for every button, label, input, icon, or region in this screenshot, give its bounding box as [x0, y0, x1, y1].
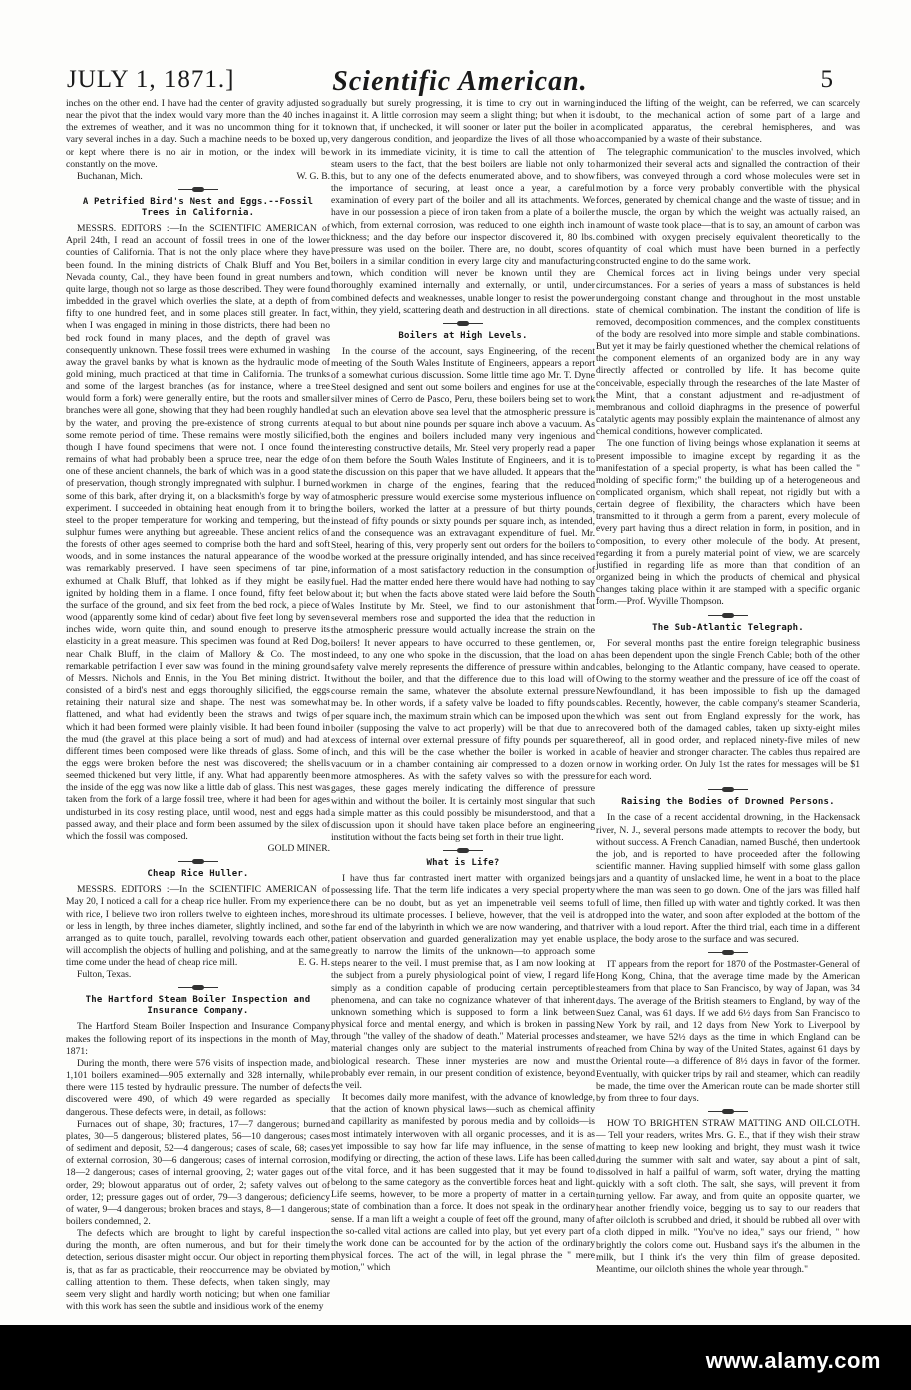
article-paragraph: MESSRS. EDITORS :—In the SCIENTIFIC AMERICAN of May 20, I noticed a call for a cheap rice huller. From my experience with rice, I believe two iron rollers twelve to eighteen inches, more or less in length, by three inches diameter, slightly inclined, and so arranged as to quite touch, parallel, revolving towards each other, will accomplish the objects of hulling and polishing, and at the same time come under the head of cheap rice mill. E. G. H.: [66, 884, 330, 969]
watermark-text: www.alamy.com: [705, 1348, 881, 1373]
article-paragraph: In the course of the account, says Engineering, of the recent meeting of the South Wales Institute of Engineers, appears a report of a somewhat curious discussion. Some little time ago Mr. T. Dyne Steel designed and sent out some boilers and engines for use at the silver mines of Cerro de Pasco, Peru, these boilers being set to work at such an elevation above sea level that the atmospheric pressure is equal to but about nine pounds per square inch above a vacuum. As both the engines and boilers included many very ingenious and interesting constructive details, Mr. Steel very properly read a paper on them before the South Wales Institute of Engineers, and it is to the discussion on this paper that we have alluded. It appears that the workmen in charge of the engines, fearing that the reduced atmospheric pressure would exercise some mysterious influence on the boilers, worked the latter at a pressure of but thirty pounds, instead of fifty pounds or sixty pounds per square inch, as intended, and the consequence was an extravagant expenditure of fuel. Mr. Steel, hearing of this, very properly sent out orders for the boilers to be worked at the pressure originally intended, and has since received information of a most satisfactory reduction in the consumption of fuel. Had the matter ended here there would have had nothing to say about it; but when the facts above stated were laid before the South Wales Institute by Mr. Steel, we find to our astonishment that several members rose and supported the idea that the reduction in the atmospheric pressure would actually increase the strain on the boilers! It never appears to have occurred to these gentlemen, or, indeed, to any one who spoke in the discussion, that the load on a safety valve merely represents the difference of pressure within and without the boiler, and that the difference due to this load will of course remain the same, whatever the absolute external pressure may be. In other words, if a safety valve be loaded to fifty pounds per square inch, the maximum strain which can be imposed upon the boiler (supposing the valve to act properly) will be that due to an excess of internal over external pressure of fifty pounds per square inch, and this will be the case whether the boiler is worked in a vacuum or in a chamber containing air compressed to a dozen or more atmospheres. As with the safety valves so with the pressure gages, these gages merely indicating the difference of pressure within and without the boiler. It is certainly most singular that such a simple matter as this could possibly be misunderstood, and that a discussion upon it should have taken place before an engineering institution without the facts being set forth in their true light.: [331, 345, 595, 844]
section-divider: [596, 785, 860, 794]
article-paragraph: Chemical forces act in living beings under very special circumstances. For a series of years a mass of substances is held undergoing constant change and throughout in the most unstable state of chemical combination. The instant the condition of life is removed, decomposition commences, and the complex constituents of the body are resolved into more simple and stable combinations. But yet it may be fairly questioned whether the chemical relations of the component elements of an organized body are in any way directly affected or controlled by life. It has become quite conceivable, especially through the researches of the late Master of the Mint, that a constant adjustment and re-adjustment of membranous and colloid diaphragms in the presence of powerful catalytic agents may possibly explain the maintenance of almost any chemical conditions, however complicated.: [596, 268, 860, 438]
article-paragraph: I have thus far contrasted inert matter with organized beings possessing life. That the term life indicates a very special property there can be no doubt, but as yet an impenetrable veil seems to shroud its ultimate processes. I believe, however, that the veil is at the far end of the labyrinth in which we are now wandering, and that patient observation and guarded generalization may yet enable us greatly to narrow the limits of the unknown—to approach some steps nearer to the veil. I must premise that, as I am now looking at the subject from a purely physiological point of view, I regard life simply as a condition capable of producing certain perceptible phenomena, and can take no cognizance whatever of that inherent unknown something which is supposed to form a link between physical force and mental energy, and which is broken in passing through "the valley of the shadow of death." Material processes and material changes only are subject to the material instruments of biological research. These inner mysteries are now and must probably ever remain, in our present condition of existence, beyond the veil.: [331, 873, 595, 1091]
signature: GOLD MINER.: [267, 843, 330, 855]
page-number: 5: [820, 66, 833, 93]
article-paragraph: The one function of living beings whose explanation it seems at present impossible to imagine except by regarding it as the manifestation of a special property, is what has been called the " molding of specific form;" the building up of a heterogeneous and complicated organism, which shall repeat, not rigidly but with a certain degree of flexibility, the characters which have been transmitted to it through a germ from a parent, every molecule of every part having thus a direct relation in form, in position, and in composition, to every other molecule of the body. At present, regarding it from a purely material point of view, we are scarcely justified in regarding life as more than that condition of an organized being in which the products of chemical and physical changes taking place within it are stamped with a specific organic form.—Prof. Wyville Thompson.: [596, 438, 860, 608]
article-heading: Boilers at High Levels.: [398, 330, 528, 341]
article-heading: The Sub-Atlantic Telegraph.: [652, 622, 804, 633]
article-paragraph: HOW TO BRIGHTEN STRAW MATTING AND OILCLOTH.— Tell your readers, writes Mrs. G. E., that if they wish their straw matting to keep new looking and bright, they must wash it twice during the summer with salt and water, say about a pint of salt, dissolved in half a pailful of warm, soft water, drying the matting quickly with a soft cloth. The salt, she says, will prevent it from turning yellow. Far away, and from quite an opposite quarter, we hear another friendly voice, begging us to say to our readers that after oilcloth is scrubbed and dried, it should be rubbed all over with a cloth dipped in milk. "You've no idea," says our friend, " how brightly the colors come out. Husband says it's the albumen in the milk, but I think it's the very thin film of grease deposited. Meantime, our oilcloth shines the whole year through.": [596, 1118, 860, 1275]
column-1: [66, 98, 330, 1313]
column-3: [596, 98, 860, 1276]
article-paragraph: During the month, there were 576 visits of inspection made, and 1,101 boilers examined—905 externally and 328 internally, while there were 115 tested by hydraulic pressure. The number of defects discovered were 490, of which 49 were regarded as specially dangerous. These defects were, in detail, as follows:: [66, 1057, 330, 1118]
article-paragraph: In the case of a recent accidental drowning, in the Hackensack river, N. J., several persons made attempts to recover the body, but without success. A French Canadian, named Busché, then undertook the job, and is reported to have proceeded after the following scientific manner. Having supplied himself with some glass gallon jars and a quantity of unslacked lime, he went in a boat to the place where the man was seen to go down. One of the jars was filled half full of lime, then filled up with water and tightly corked. It was then dropped into the water, and soon after exploded at the bottom of the river with a loud report. After the third trial, each time in a different place, the body arose to the surface and was secured.: [596, 812, 860, 945]
article-paragraph: The defects which are brought to light by careful inspection during the month, are often numerous, and but for their timely detection, serious disaster might occur. Our object in reporting them is, that as far as practicable, their reoccurrence may be obviated by calling attention to them. These defects, when taken singly, may seem very slight and hardly worth noticing; but when one familiar with this work has seen the subtle and insidious work of the enemy: [66, 1228, 330, 1313]
section-divider: [331, 846, 595, 855]
article-heading: Cheap Rice Huller.: [147, 869, 249, 880]
inline-heading: HOW TO BRIGHTEN STRAW MATTING AND OILCLOTH.—: [596, 1118, 860, 1142]
article-place: Fulton, Texas.: [77, 969, 132, 981]
article-heading: Raising the Bodies of Drowned Persons.: [621, 797, 835, 808]
column-2: [331, 98, 595, 1274]
section-divider: [596, 611, 860, 620]
section-divider: [596, 1107, 860, 1116]
article-paragraph: The telegraphic communication' to the muscles involved, which harmonized their several acts and signalled the contraction of their fibers, was conveyed through a cord whose molecules were set in motion by a force very probably convertible with the physical forces, generated by chemical change and the waste of tissue; and in the muscle, the organ by which the weight was actually raised, an amount of waste took place—that is to say, an amount of carbon was combined with oxygen precisely equivalent theoretically to the quantity of coal which must have been burned in a perfectly constructed engine to do the same work.: [596, 146, 860, 268]
article-paragraph: The Hartford Steam Boiler Inspection and Insurance Company makes the following report of its inspections in the month of May, 1871:: [66, 1021, 330, 1057]
article-paragraph: IT appears from the report for 1870 of the Postmaster-General of Hong Kong, China, that the average time made by the American steamers from that place to San Francisco, by way of Japan, was 34 days. The average of the British steamers to England, by way of the Suez Canal, was 61 days. If we add 6½ days from San Francisco to New York by rail, and 12 days from New York to Liverpool by steamer, we have 52½ days as the time in which England can be reached from China by way of the United States, against 61 days by the Oriental route—a difference of 8½ days in favor of the former. Eventually, with quicker trips by rail and steamer, which can readily be made, the time over the American route can be made shorter still by from three to four days.: [596, 959, 860, 1104]
section-divider: [66, 185, 330, 194]
section-divider: [596, 948, 860, 957]
article-paragraph: gradually but surely progressing, it is time to cry out in warning against it. A little corrosion may seem a slight thing; but when it is known that, if unchecked, it will sooner or later put the boiler in a very dangerous condition, and jeopardize the lives of all those who work in its immediate vicinity, it is time to call the attention of steam users to the fact, that the best boilers are liable not only to this, but to any one of the defects enumerated above, and to show the importance of securing, at least once a year, a careful examination of every part of the boiler and all its attachments. We have in our possession a piece of iron taken from a plate of a boiler which, from external corrosion, was reduced to one eighth inch in thickness; and the day before our inspector discovered it, 80 lbs. pressure was used on the boiler. There are, no doubt, scores of boilers in a similar condition in every large city and manufacturing town, which condition will never be known until they are thoroughly examined internally and externally, or until, under combined defects and weaknesses, unable longer to resist the power within, they yield, scattering death and destruction in all directions.: [331, 98, 595, 316]
article-place: Buchanan, Mich. W. G. B.: [77, 170, 330, 182]
article-paragraph: It becomes daily more manifest, with the advance of knowledge, that the action of known physical laws—such as chemical affinity and capillarity as manifested by porous media and by colloids—is most intimately interwoven with all organic processes, and it is as yet impossible to say how far life may influence, in the sense of modifying or directing, the action of these laws. Life has been called the vital force, and it has been suggested that it may be found to belong to the same category as the convertible forces heat and light. Life seems, however, to be more a property of matter in a certain state of combination than a force. It does not speak in the ordinary sense. If a man lift a weight a couple of feet off the ground, many of the so-called vital actions are called into play, but yet every part of the work done can be accounted for by the action of the ordinary physical forces. The act of the will, in legal phrase the " mere motion," which: [331, 1092, 595, 1274]
signature: E. G. H.: [298, 957, 330, 969]
article-paragraph: induced the lifting of the weight, can be referred, we can scarcely doubt, to the mechanical action of some part of a large and complicated apparatus, the cerebral hemispheres, and was accompanied by a waste of their substance.: [596, 98, 860, 146]
section-divider: [66, 857, 330, 866]
article-heading: The Hartford Steam Boiler Inspection and Insurance Company.: [85, 995, 311, 1017]
section-divider: [66, 983, 330, 992]
article-heading: What is Life?: [426, 858, 500, 869]
article-paragraph: For several months past the entire foreign telegraphic business has been dependent upon the single French Cable; both of the other cables, belonging to the Atlantic company, have ceased to operate. Owing to the stormy weather and the pressure of ice off the coast of Newfoundland, it has been impossible to fish up the damaged cables. Recently, however, the cable company's steamer Scanderia, which was sent out from England expressly for the work, has recovered both of the damaged cables, taken up sixty-eight miles thereof, all in good order, and replaced ninety-five miles of new cable of heavier and stronger character. The cables thus repaired are now in working order. On July 1st the rates for messages will be $1 for each word.: [596, 637, 860, 783]
signature: W. G. B.: [296, 170, 330, 182]
article-heading: A Petrified Bird's Nest and Eggs.--Fossil Trees in California.: [82, 197, 314, 219]
article-paragraph: MESSRS. EDITORS :—In the SCIENTIFIC AMERICAN of April 24th, I read an account of fossil trees in one of the lower counties of California. That is not the only place where they have been found. In the mining districts of Chalk Bluff and You Bet, Nevada county, Cal., they have been found in great numbers and quite large, though not so large as those described. They were found imbedded in the gravel which overlies the slate, at a depth of from fifty to one hundred feet, and in some places still greater. In fact, when I was engaged in mining in those districts, there had been no bed rock found in many places, and the depth of gravel was consequently unknown. These fossil trees were exhumed in washing away the gravel banks by what is known as the hydraulic mode of gold mining, much practiced at that time in California. The trunks and some of the largest branches (as for instance, where a tree would form a fork) were generally entire, but the roots and smaller branches were all gone, showing that they had been roughly handled by the water, and proving the pre-existence of strong currents at some remote period of time. These remains were mostly silicified, though I have found specimens that were not. I once found the remains of what had probably been a spruce tree, near the edge of one of these ancient channels, the bark of which was in a good state of preservation, though strongly impregnated with sulphur. I burned some of this bark, after drying it, on a blacksmith's forge by way of experiment. I succeeded in obtaining heat enough from it to bring steel to the proper temperature for working and tempering, but the sulphur fumes were anything but agreeable. These ancient relics of the forests of other ages seemed to comprise both the hard and soft woods, and in some instances the natural appearance of the wood was remarkably preserved. I have seen specimens of tar pine, exhumed at Chalk Bluff, that lohked as if they might be easily ignited by holding them in a flame. I once found, fifty feet below the surface of the ground, and six feet from the bed rock, a piece of wood (apparently some kind of cedar) about five feet long by seven inches wide, worn quite thin, and sound enough to preserve its elasticity in a great measure. This specimen was found at Red Dog, near Chalk Bluff, in the claim of Mallory & Co. The most remarkable petrifaction I ever saw was found in the mining ground of Messrs. Nichols and Ennis, in the You Bet mining district. It consisted of a bird's nest and eggs thoroughly silicified, the eggs retaining their natural size and shape. The nest was somewhat flattened, and what had evidently been the straws and twigs of which it had been formed were plainly visible. It had been found in the mud (the gravel at this place being a sort of mud) and had at different times been composed were like threads of glass. Some of the eggs were broken before the nest was discovered; the shells seemed thickened but very little, if any. What had apparently been the inside of the egg was now like a little dab of glass. This nest was taken from the fork of a large fossil tree, where it had been for ages undisturbed in its cosy resting place, until wood, nest and eggs had passed away, and their place and form been assumed by the silex of which the fossil was composed.: [66, 223, 330, 842]
section-divider: [331, 319, 595, 328]
article-paragraph: Furnaces out of shape, 30; fractures, 17—7 dangerous; burned plates, 30—5 dangerous; blistered plates, 56—10 dangerous; cases of sediment and deposit, 52—4 dangerous; cases of scale, 68; cases of external corrosion, 30—6 dangerous; cases of internal corrosion, 18—2 dangerous; cases of internal grooving, 2; water gages out of order, 29; blowout apparatus out of order, 2; safety valves out of order, 12; pressure gages out of order, 79—3 dangerous; deficiency of water, 9—4 dangerous; broken braces and stays, 8—1 dangerous; boilers condemned, 2.: [66, 1118, 330, 1227]
issue-date: JULY 1, 1871.]: [67, 66, 235, 93]
masthead-title: Scientific American.: [332, 66, 588, 97]
article-paragraph: inches on the other end. I have had the center of gravity adjusted so near the pivot that the index would vary more than the 40 inches in the extremes of weather, and it was no uncommon thing for it to vary several inches in a day. Such a machine needs to be boxed up, or kept where there is no air in motion, or the index will be constantly on the move.: [66, 98, 330, 170]
